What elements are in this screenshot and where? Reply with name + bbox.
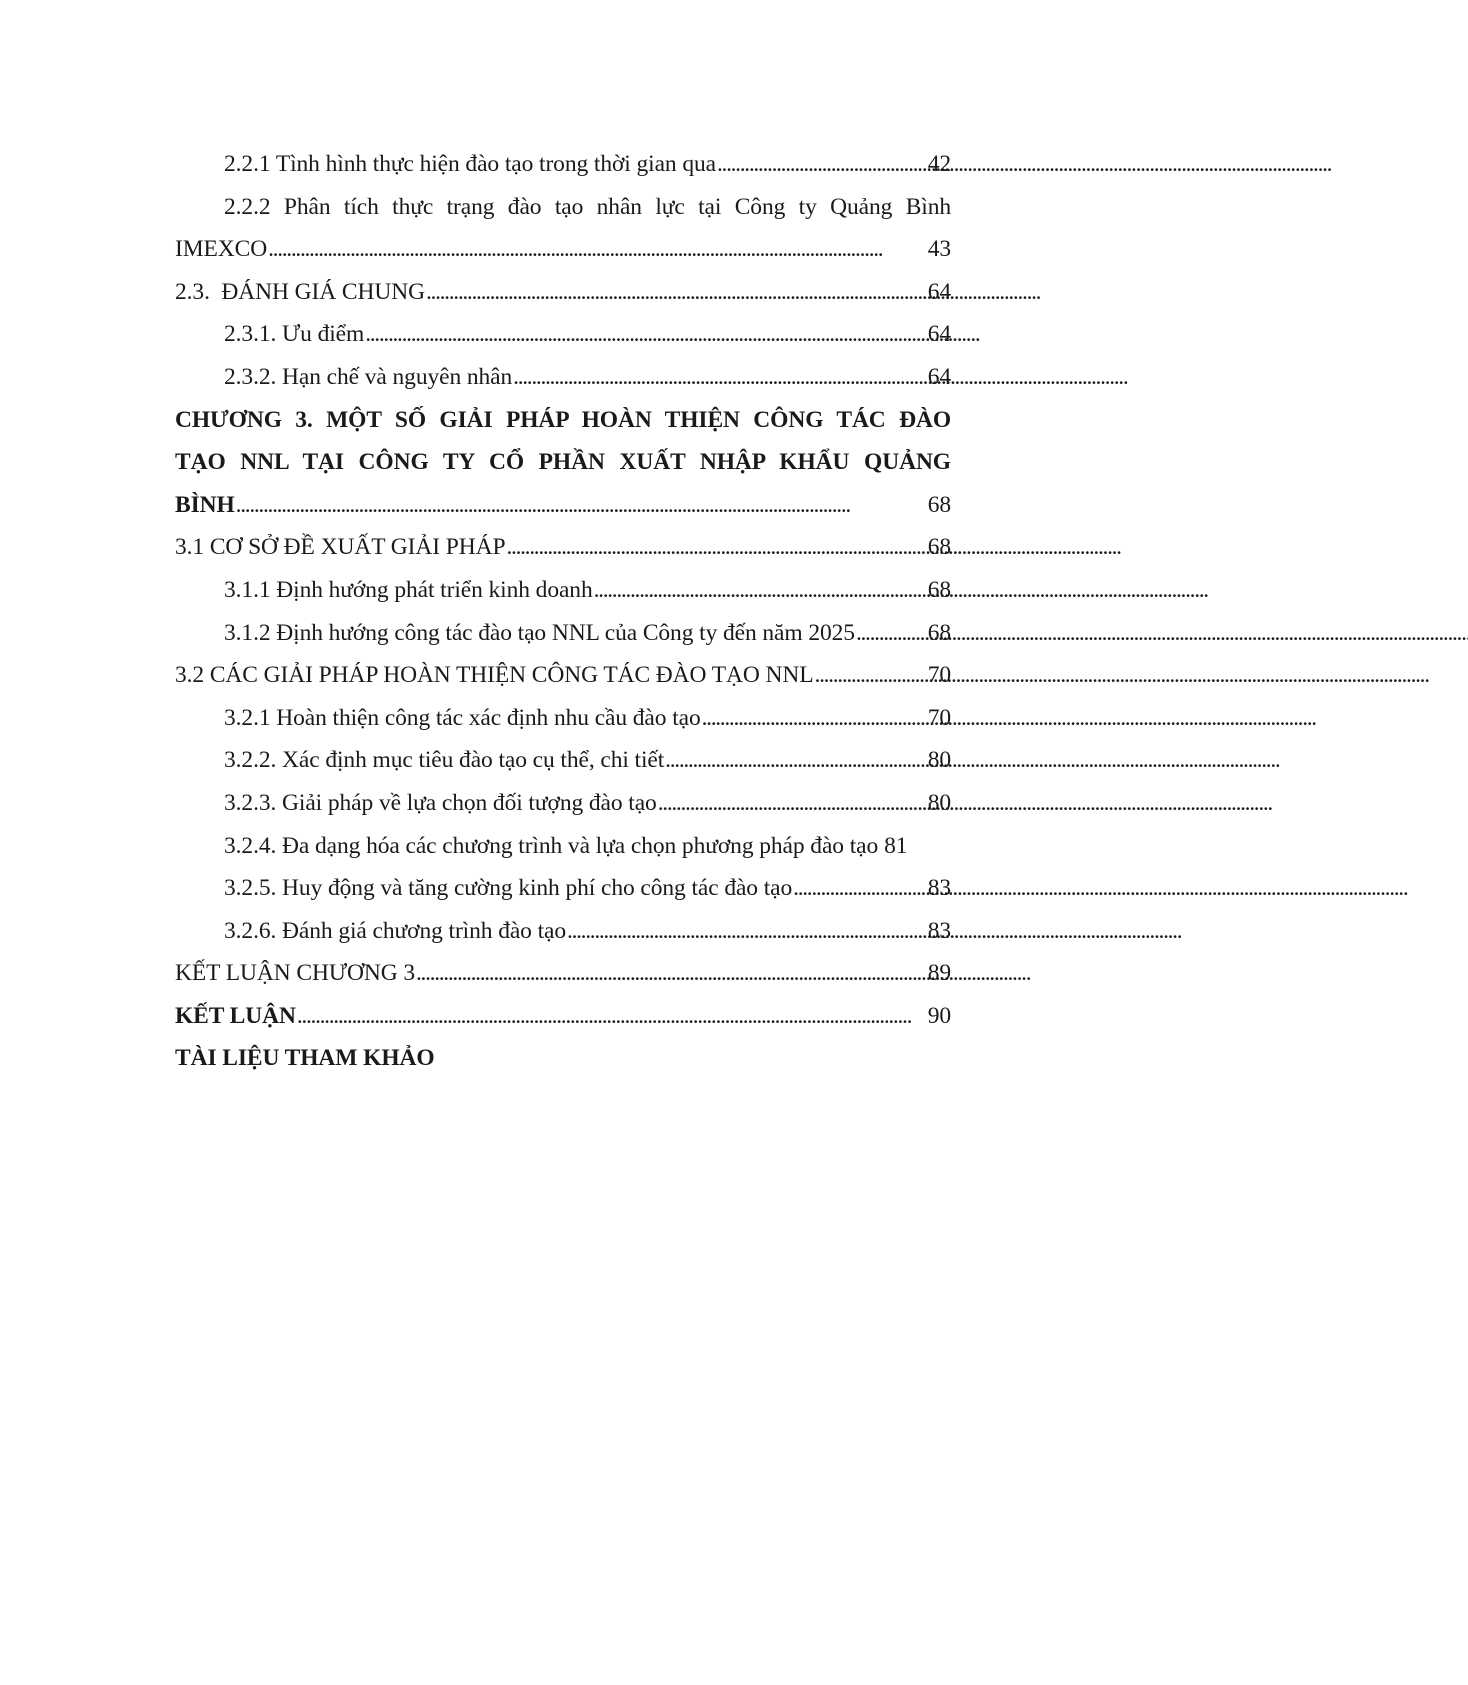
toc-entry-label: 3.2.4. Đa dạng hóa các chương trình và lựa chọn phương pháp đào tạo — [224, 832, 879, 859]
toc-page-number: 70 — [927, 704, 951, 731]
toc-entry-label: 2.2.2 Phân tích thực trạng đào tạo nhân lực tại Công ty Quảng Bình — [224, 193, 951, 220]
toc-page-number: 68 — [927, 619, 951, 646]
toc-leader-dots — [297, 995, 927, 1038]
toc-entry-label: KẾT LUẬN — [175, 1002, 296, 1029]
toc-entry — [175, 271, 951, 314]
toc-page-number: 64 — [927, 363, 951, 390]
toc-entry — [175, 569, 951, 612]
toc-entry — [175, 952, 951, 995]
toc-entry-label: TÀI LIỆU THAM KHẢO — [175, 1045, 435, 1072]
toc-entry-label: 3.1.2 Định hướng công tác đào tạo NNL của Công ty đến năm 2025 — [224, 619, 855, 646]
toc-leader-dots — [856, 612, 927, 655]
toc-leader-dots — [658, 782, 927, 825]
toc-entry — [175, 739, 951, 782]
toc-entry — [175, 612, 951, 655]
toc-leader-dots — [793, 867, 927, 910]
toc-page-number: 89 — [927, 960, 951, 987]
toc-leader-dots — [236, 484, 927, 527]
toc-entry — [175, 867, 951, 910]
toc-leader-dots — [506, 526, 926, 569]
toc-leader-dots — [365, 313, 926, 356]
toc-entry-label: 3.2 CÁC GIẢI PHÁP HOÀN THIỆN CÔNG TÁC ĐÀO TẠO NNL — [175, 662, 814, 689]
toc-page-number: 90 — [927, 1002, 951, 1029]
toc-leader-dots — [594, 569, 927, 612]
toc-page-number: 68 — [927, 576, 951, 603]
toc-entry-label: 2.3.2. Hạn chế và nguyên nhân — [224, 363, 513, 390]
toc-leader-dots — [513, 356, 927, 399]
toc-entry-label: 3.2.6. Đánh giá chương trình đào tạo — [224, 917, 567, 944]
toc-page-number: 43 — [927, 236, 951, 263]
toc-entry — [175, 995, 951, 1038]
toc-entry-label: 2.3.1. Ưu điểm — [224, 321, 365, 348]
toc-entry-label: 2.2.1 Tình hình thực hiện đào tạo trong thời gian qua — [224, 151, 716, 177]
toc-page-number: 83 — [927, 875, 951, 902]
toc-leader-dots — [665, 739, 927, 782]
toc-entry-label: CHƯƠNG 3. MỘT SỐ GIẢI PHÁP HOÀN THIỆN CÔNG TÁC ĐÀO — [175, 406, 951, 433]
toc-entry — [175, 910, 951, 953]
toc-entry-label: 3.2.5. Huy động và tăng cường kinh phí cho công tác đào tạo — [224, 875, 793, 902]
toc-chapter-entry — [175, 399, 951, 527]
toc-page-number: 68 — [927, 534, 951, 561]
toc-leader-dots — [717, 143, 927, 186]
toc-leader-dots — [268, 228, 927, 271]
toc-page-number: 64 — [927, 321, 951, 348]
toc-leader-dots — [702, 697, 927, 740]
toc-leader-dots — [416, 952, 927, 995]
table-of-contents — [175, 143, 951, 1080]
toc-entry — [175, 654, 951, 697]
toc-entry-label: 3.2.1 Hoàn thiện công tác xác định nhu cầu đào tạo — [224, 704, 701, 731]
toc-leader-dots — [567, 910, 927, 953]
toc-entry-label: 3.2.3. Giải pháp về lựa chọn đối tượng đào tạo — [224, 789, 657, 816]
toc-entry — [175, 313, 951, 356]
toc-entry — [175, 526, 951, 569]
toc-entry — [175, 1037, 951, 1080]
toc-entry-label: 3.1.1 Định hướng phát triển kinh doanh — [224, 576, 593, 603]
toc-entry — [175, 186, 951, 271]
toc-entry-label: 2.3. ĐÁNH GIÁ CHUNG — [175, 278, 425, 305]
toc-page-number: 81 — [884, 832, 908, 859]
toc-entry-label-continued: IMEXCO — [175, 236, 268, 263]
toc-entry — [175, 782, 951, 825]
toc-page-number: 42 — [927, 151, 951, 177]
toc-entry-label: 3.2.2. Xác định mục tiêu đào tạo cụ thể, chi tiết — [224, 747, 665, 774]
toc-page-number: 68 — [927, 491, 951, 518]
toc-page-number: 64 — [927, 278, 951, 305]
toc-entry-label-continued: BÌNH — [175, 491, 235, 518]
toc-entry-label-continued: TẠO NNL TẠI CÔNG TY CỔ PHẦN XUẤT NHẬP KHẨU QUẢNG — [175, 449, 951, 476]
toc-page-number: 70 — [927, 662, 951, 689]
toc-page-number: 80 — [927, 789, 951, 816]
toc-entry — [175, 825, 951, 868]
toc-entry — [175, 356, 951, 399]
toc-entry-label: 3.1 CƠ SỞ ĐỀ XUẤT GIẢI PHÁP — [175, 534, 506, 561]
toc-page-number: 83 — [927, 917, 951, 944]
toc-entry-label: KẾT LUẬN CHƯƠNG 3 — [175, 960, 415, 987]
toc-page-number: 80 — [927, 747, 951, 774]
toc-entry — [175, 697, 951, 740]
toc-leader-dots — [815, 654, 927, 697]
toc-entry — [175, 143, 951, 186]
toc-leader-dots — [426, 271, 927, 314]
